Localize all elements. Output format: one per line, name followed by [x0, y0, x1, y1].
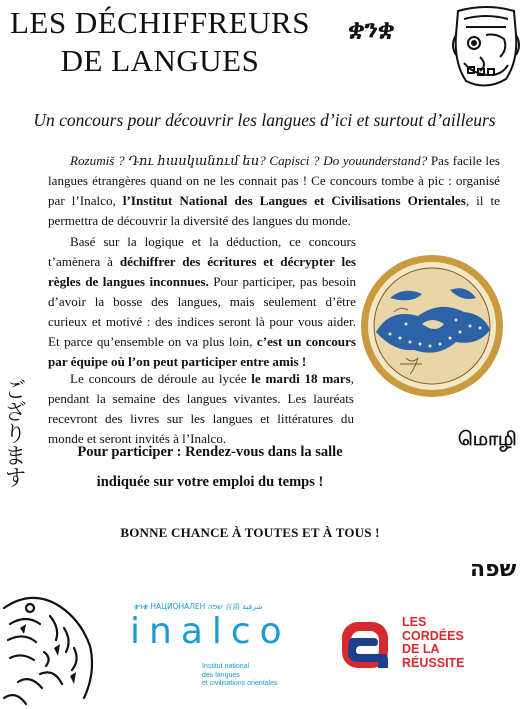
- inalco-scripts: ቋንቋ НАЦИОНАЛЕН שפה 言語 شرقية: [134, 602, 263, 611]
- title-line-1: LES DÉCHIFFREURS: [10, 5, 310, 40]
- page-title: [10, 4, 310, 80]
- para2-text-1: Basé sur la logique et la déduction, ce concours t’amènera à: [48, 234, 356, 269]
- intro-text-2: , il te permettra de découvrir la diversité des langues du monde.: [48, 193, 500, 228]
- event-date: le mardi 18 mars: [251, 371, 351, 386]
- subtitle: Un concours pour découvrir les langues d’ici et surtout d’ailleurs: [33, 110, 496, 130]
- cordees-line-2: CORDÉES: [402, 628, 464, 643]
- ethiopic-word: ቋንቋ: [348, 14, 395, 43]
- cordees-text: [402, 616, 465, 670]
- cordees-line-3: DE LA: [402, 642, 440, 656]
- good-luck-message: BONNE CHANCE À TOUTES ET À TOUS !: [120, 525, 380, 540]
- japanese-calligraphy: ござります: [1, 378, 26, 488]
- inalco-wordmark: inalco: [130, 611, 291, 652]
- tamil-word: மொழி: [458, 428, 517, 450]
- cta-line-1: Pour participer : Rendez-vous dans la salle: [77, 444, 343, 460]
- para2-bold-2: c’est un concours par équipe où l’on peut participer entre amis !: [48, 334, 357, 369]
- inalco-subtitle: [202, 663, 277, 689]
- cordees-emblem-icon: [338, 618, 394, 674]
- map-float-spacer: [364, 252, 509, 372]
- inalco-sub-line-3: et civilisations orientales: [202, 680, 278, 687]
- cordees-logo: [338, 610, 508, 682]
- cta-line-2: indiquée sur votre emploi du temps !: [96, 474, 324, 490]
- hebrew-word: שפה: [470, 557, 517, 582]
- para2-text-2: Pour participer, pas besoin d’avoir la bosse des langues, mais seulement d’être curieux et motivé : des indices seront là pour vous aider. Et parce qu’ensemble on va plus loin,: [48, 274, 357, 349]
- paragraph-2-flow: [48, 232, 509, 372]
- para3-text-2: , pendant la semaine des langues vivantes. Les lauréats recevront des livres sur les langues et littératures du monde et seront invités à l’Inalco.: [48, 371, 354, 446]
- call-to-action: [30, 437, 390, 497]
- institute-name: l’Institut National des Langues et Civilisations Orientales: [122, 193, 466, 208]
- para3-text-1: Le concours de déroule au lycée: [70, 371, 252, 386]
- greetings: Rozumiš ? Դու հասկանում ես? Capisci ? Do youunderstand?: [70, 153, 428, 168]
- para2-bold-1: déchiffrer des écritures et décrypter les règles de langues inconnues.: [48, 254, 356, 289]
- intro-paragraph: [48, 151, 500, 231]
- title-line-2: DE LANGUES: [60, 43, 260, 78]
- cordees-line-1: LES: [402, 615, 427, 629]
- tiger-illustration: [0, 588, 104, 708]
- inalco-sub-line-2: des langues: [202, 671, 240, 679]
- cordees-line-4: RÉUSSITE: [402, 655, 465, 670]
- paragraph-2: [48, 232, 509, 372]
- mayan-glyph-illustration: [450, 5, 522, 91]
- inalco-logo: [128, 601, 328, 701]
- intro-text-1: Pas facile les langues étrangères quand on ne les connait pas ! Ce concours tombe à pic : organisé par l’Inalco,: [48, 153, 500, 208]
- inalco-sub-line-1: Institut national: [202, 663, 250, 670]
